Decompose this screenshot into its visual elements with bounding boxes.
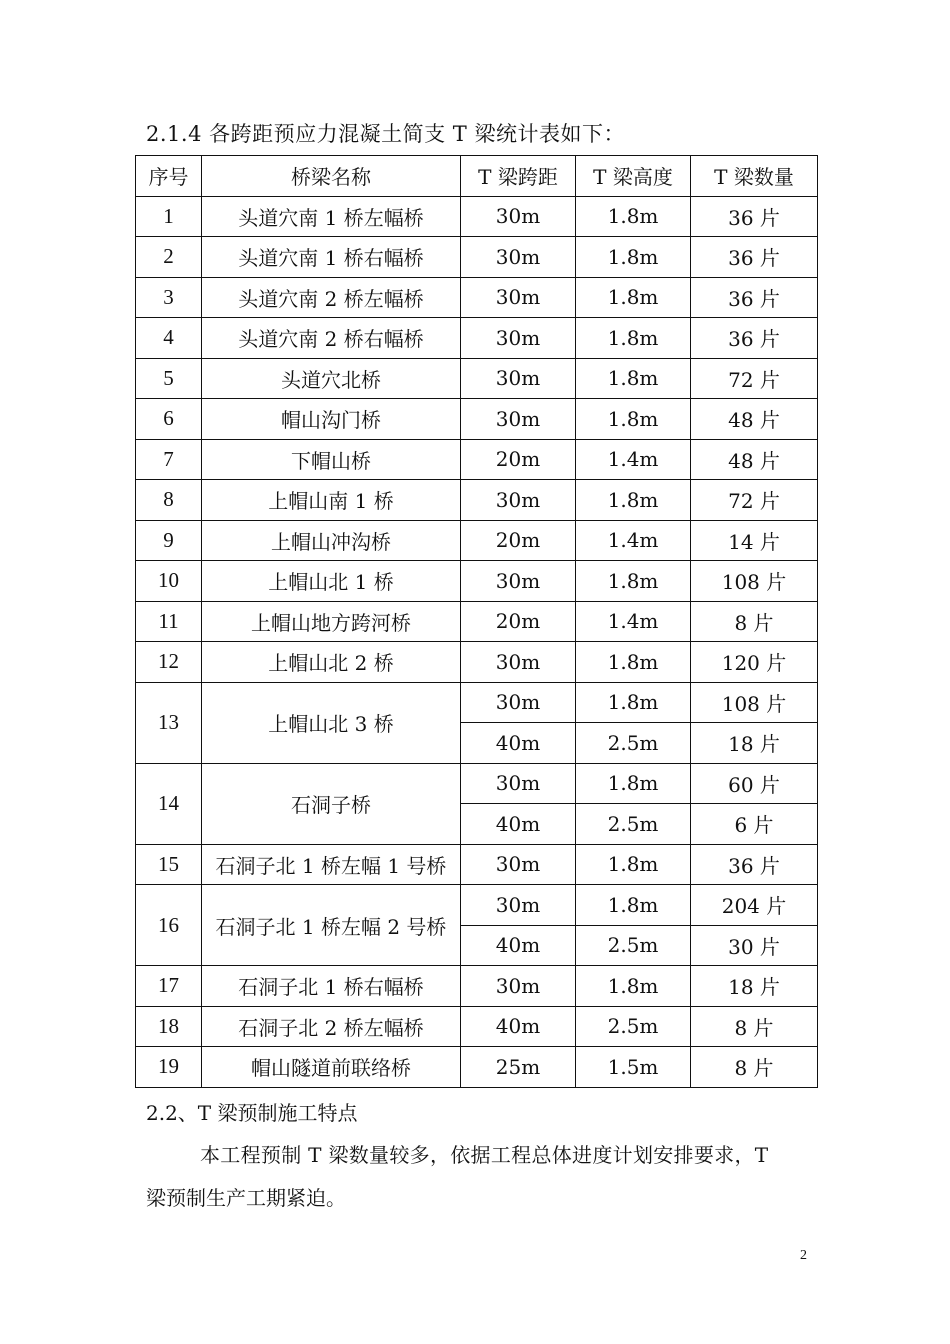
cell-index: 2 (136, 237, 202, 278)
cell-bridge-name: 石洞子桥 (202, 763, 461, 844)
cell-height: 1.8m (576, 196, 691, 237)
table-row (136, 1006, 818, 1047)
cell-count: 8 片 (691, 1006, 818, 1047)
table-row (136, 601, 818, 642)
cell-height: 1.8m (576, 237, 691, 278)
cell-span: 30m (461, 196, 576, 237)
cell-height: 1.8m (576, 358, 691, 399)
table-row (136, 318, 818, 359)
cell-bridge-name: 石洞子北 2 桥左幅桥 (202, 1006, 461, 1047)
cell-index: 12 (136, 642, 202, 683)
cell-height: 1.8m (576, 480, 691, 521)
cell-count: 108 片 (691, 561, 818, 602)
cell-bridge-name: 头道穴南 2 桥左幅桥 (202, 277, 461, 318)
cell-index: 11 (136, 601, 202, 642)
cell-count: 72 片 (691, 358, 818, 399)
cell-height: 2.5m (576, 925, 691, 966)
cell-count: 204 片 (691, 885, 818, 926)
cell-height: 1.5m (576, 1047, 691, 1088)
cell-index: 18 (136, 1006, 202, 1047)
cell-bridge-name: 石洞子北 1 桥左幅 1 号桥 (202, 844, 461, 885)
cell-span: 40m (461, 723, 576, 764)
cell-bridge-name: 头道穴南 1 桥右幅桥 (202, 237, 461, 278)
cell-bridge-name: 上帽山冲沟桥 (202, 520, 461, 561)
cell-count: 60 片 (691, 763, 818, 804)
header-height: T 梁高度 (576, 156, 691, 197)
paragraph-line: 梁预制生产工期紧迫。 (146, 1186, 346, 1210)
table-header-row (136, 156, 818, 197)
cell-height: 2.5m (576, 723, 691, 764)
cell-span: 30m (461, 237, 576, 278)
cell-count: 36 片 (691, 844, 818, 885)
cell-span: 20m (461, 439, 576, 480)
table-row (136, 439, 818, 480)
cell-span: 30m (461, 318, 576, 359)
cell-index: 16 (136, 885, 202, 966)
cell-span: 30m (461, 844, 576, 885)
t-beam-statistics-table (135, 155, 818, 1088)
table-row (136, 763, 818, 804)
cell-index: 3 (136, 277, 202, 318)
table-row (136, 277, 818, 318)
cell-count: 36 片 (691, 237, 818, 278)
cell-count: 14 片 (691, 520, 818, 561)
cell-height: 1.4m (576, 439, 691, 480)
cell-span: 30m (461, 763, 576, 804)
cell-count: 30 片 (691, 925, 818, 966)
cell-index: 7 (136, 439, 202, 480)
cell-height: 1.8m (576, 763, 691, 804)
cell-bridge-name: 上帽山地方跨河桥 (202, 601, 461, 642)
cell-count: 6 片 (691, 804, 818, 845)
cell-height: 1.8m (576, 277, 691, 318)
cell-index: 6 (136, 399, 202, 440)
cell-span: 40m (461, 804, 576, 845)
cell-height: 2.5m (576, 804, 691, 845)
page-number: 2 (800, 1248, 807, 1263)
table-row (136, 358, 818, 399)
cell-index: 5 (136, 358, 202, 399)
cell-height: 1.8m (576, 682, 691, 723)
cell-span: 30m (461, 561, 576, 602)
cell-span: 30m (461, 480, 576, 521)
cell-count: 36 片 (691, 318, 818, 359)
cell-height: 1.8m (576, 399, 691, 440)
cell-span: 30m (461, 966, 576, 1007)
cell-bridge-name: 上帽山北 3 桥 (202, 682, 461, 763)
cell-count: 8 片 (691, 601, 818, 642)
header-bridge-name: 桥梁名称 (202, 156, 461, 197)
cell-count: 48 片 (691, 439, 818, 480)
cell-bridge-name: 石洞子北 1 桥右幅桥 (202, 966, 461, 1007)
table-row (136, 399, 818, 440)
table-row (136, 844, 818, 885)
cell-index: 17 (136, 966, 202, 1007)
cell-index: 14 (136, 763, 202, 844)
cell-index: 9 (136, 520, 202, 561)
table-row (136, 966, 818, 1007)
table-body (136, 196, 818, 1087)
cell-span: 40m (461, 925, 576, 966)
header-span: T 梁跨距 (461, 156, 576, 197)
table-row (136, 885, 818, 926)
cell-bridge-name: 头道穴南 2 桥右幅桥 (202, 318, 461, 359)
table-row (136, 561, 818, 602)
cell-height: 1.8m (576, 561, 691, 602)
table-row (136, 480, 818, 521)
cell-span: 30m (461, 358, 576, 399)
table-row (136, 237, 818, 278)
cell-count: 36 片 (691, 196, 818, 237)
cell-span: 25m (461, 1047, 576, 1088)
cell-count: 18 片 (691, 966, 818, 1007)
cell-count: 108 片 (691, 682, 818, 723)
cell-bridge-name: 石洞子北 1 桥左幅 2 号桥 (202, 885, 461, 966)
cell-height: 1.8m (576, 318, 691, 359)
cell-bridge-name: 帽山隧道前联络桥 (202, 1047, 461, 1088)
cell-height: 2.5m (576, 1006, 691, 1047)
cell-bridge-name: 头道穴南 1 桥左幅桥 (202, 196, 461, 237)
table-row (136, 642, 818, 683)
cell-span: 20m (461, 520, 576, 561)
header-count: T 梁数量 (691, 156, 818, 197)
cell-count: 48 片 (691, 399, 818, 440)
cell-index: 13 (136, 682, 202, 763)
paragraph-line: 本工程预制 T 梁数量较多，依据工程总体进度计划安排要求，T (200, 1143, 769, 1167)
table-heading: 2.1.4 各跨距预应力混凝土简支 T 梁统计表如下： (146, 122, 625, 146)
table-row (136, 196, 818, 237)
cell-height: 1.8m (576, 966, 691, 1007)
cell-count: 72 片 (691, 480, 818, 521)
cell-span: 30m (461, 885, 576, 926)
cell-height: 1.8m (576, 844, 691, 885)
cell-index: 19 (136, 1047, 202, 1088)
cell-bridge-name: 帽山沟门桥 (202, 399, 461, 440)
cell-height: 1.4m (576, 601, 691, 642)
cell-count: 8 片 (691, 1047, 818, 1088)
cell-span: 20m (461, 601, 576, 642)
cell-height: 1.4m (576, 520, 691, 561)
cell-height: 1.8m (576, 885, 691, 926)
table-row (136, 1047, 818, 1088)
cell-index: 8 (136, 480, 202, 521)
cell-count: 36 片 (691, 277, 818, 318)
header-index: 序号 (136, 156, 202, 197)
table-row (136, 682, 818, 723)
cell-index: 15 (136, 844, 202, 885)
cell-span: 40m (461, 1006, 576, 1047)
cell-index: 4 (136, 318, 202, 359)
cell-span: 30m (461, 682, 576, 723)
cell-bridge-name: 下帽山桥 (202, 439, 461, 480)
cell-height: 1.8m (576, 642, 691, 683)
table-row (136, 520, 818, 561)
cell-span: 30m (461, 277, 576, 318)
cell-span: 30m (461, 642, 576, 683)
cell-bridge-name: 头道穴北桥 (202, 358, 461, 399)
cell-count: 18 片 (691, 723, 818, 764)
section-title: 2.2、T 梁预制施工特点 (146, 1101, 358, 1125)
cell-bridge-name: 上帽山北 2 桥 (202, 642, 461, 683)
cell-index: 1 (136, 196, 202, 237)
cell-index: 10 (136, 561, 202, 602)
cell-bridge-name: 上帽山北 1 桥 (202, 561, 461, 602)
cell-bridge-name: 上帽山南 1 桥 (202, 480, 461, 521)
cell-count: 120 片 (691, 642, 818, 683)
cell-span: 30m (461, 399, 576, 440)
